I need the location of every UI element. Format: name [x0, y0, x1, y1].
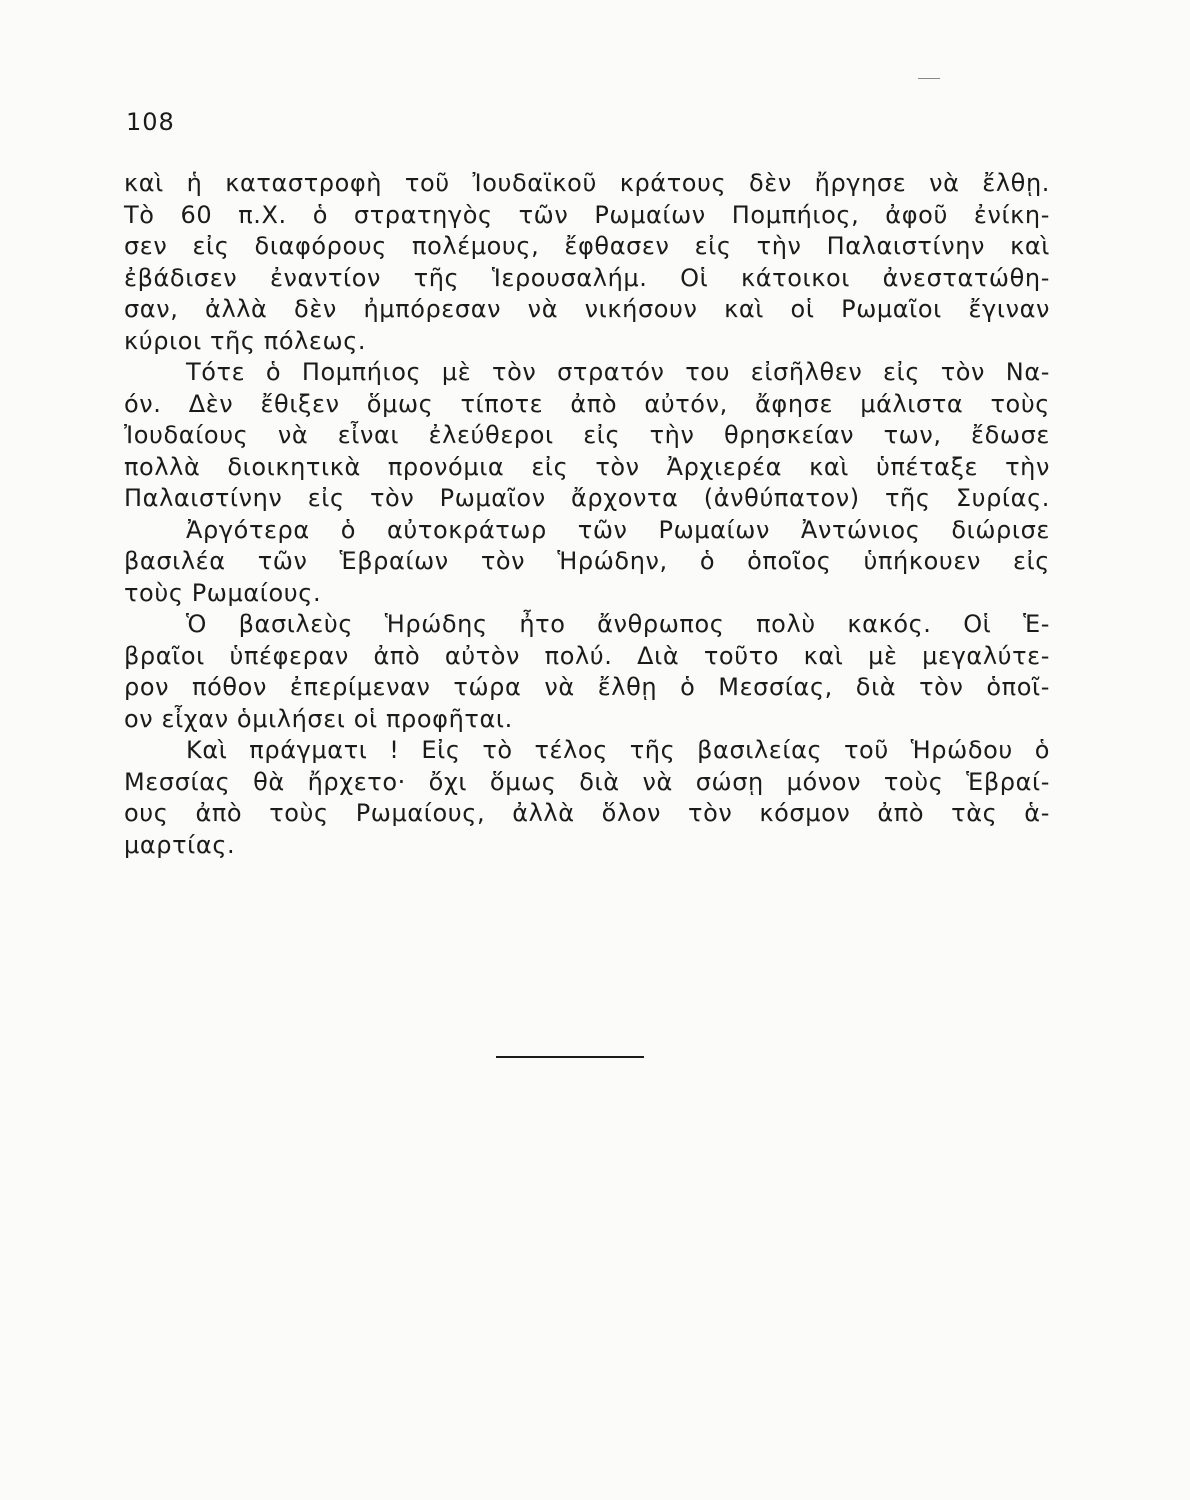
text-line: ον εἶχαν ὁμιλήσει οἱ προφῆται.: [124, 704, 513, 733]
text-line: Μεσσίας θὰ ἤρχετο· ὄχι ὅμως διὰ νὰ σώσῃ μόνον τοὺς Ἑβραί-: [124, 767, 1050, 796]
body-text: [124, 168, 1050, 861]
text-line: σαν, ἀλλὰ δὲν ἠμπόρεσαν νὰ νικήσουν καὶ οἱ Ρωμαῖοι ἔγιναν: [124, 295, 1050, 323]
text-line: καὶ ἡ καταστροφὴ τοῦ Ἰουδαϊκοῦ κράτους δὲν ἤργησε νὰ ἔλθῃ.: [124, 169, 1050, 197]
margin-mark: [918, 78, 940, 79]
text-line: κύριοι τῆς πόλεως.: [124, 326, 367, 355]
text-line: Παλαιστίνην εἰς τὸν Ρωμαῖον ἄρχοντα (ἀνθύπατον) τῆς Συρίας.: [124, 484, 1050, 512]
text-line: μαρτίας.: [124, 830, 236, 859]
text-line: ρον πόθον ἐπερίμεναν τώρα νὰ ἔλθῃ ὁ Μεσσίας, διὰ τὸν ὁποῖ-: [124, 673, 1050, 701]
text-line: Ἰουδαίους νὰ εἶναι ἐλεύθεροι εἰς τὴν θρησκείαν των, ἔδωσε: [124, 421, 1050, 449]
text-line: σεν εἰς διαφόρους πολέμους, ἔφθασεν εἰς τὴν Παλαιστίνην καὶ: [124, 232, 1050, 260]
text-line: όν. Δὲν ἔθιξεν ὅμως τίποτε ἀπὸ αὐτόν, ἄφησε μάλιστα τοὺς: [124, 389, 1050, 418]
text-line: Ἀργότερα ὁ αὐτοκράτωρ τῶν Ρωμαίων Ἀντώνιος διώρισε: [186, 515, 1050, 544]
text-line: Τότε ὁ Πομπήιος μὲ τὸν στρατόν του εἰσῆλθεν εἰς τὸν Να-: [186, 358, 1050, 386]
text-line: βραῖοι ὑπέφεραν ἀπὸ αὐτὸν πολύ. Διὰ τοῦτο καὶ μὲ μεγαλύτε-: [124, 641, 1050, 670]
text-line: ους ἀπὸ τοὺς Ρωμαίους, ἀλλὰ ὅλον τὸν κόσμον ἀπὸ τὰς ἁ-: [124, 799, 1050, 827]
section-end-rule: [496, 1056, 644, 1058]
text-line: Τὸ 60 π.Χ. ὁ στρατηγὸς τῶν Ρωμαίων Πομπήιος, ἀφοῦ ἐνίκη-: [124, 200, 1050, 229]
text-line: Καὶ πράγματι ! Εἰς τὸ τέλος τῆς βασιλείας τοῦ Ἡρώδου ὁ: [186, 736, 1050, 764]
text-line: πολλὰ διοικητικὰ προνόμια εἰς τὸν Ἀρχιερέα καὶ ὑπέταξε τὴν: [124, 452, 1050, 481]
text-line: ἐβάδισεν ἐναντίον τῆς Ἱερουσαλήμ. Οἱ κάτοικοι ἀνεστατώθη-: [124, 263, 1050, 292]
page-number: 108: [126, 108, 175, 136]
text-line: τοὺς Ρωμαίους.: [124, 578, 322, 607]
text-line: Ὁ βασιλεὺς Ἡρώδης ἦτο ἄνθρωπος πολὺ κακός. Οἱ Ἑ-: [186, 610, 1050, 638]
text-line: βασιλέα τῶν Ἑβραίων τὸν Ἡρώδην, ὁ ὁποῖος ὑπήκουεν εἰς: [124, 547, 1050, 575]
